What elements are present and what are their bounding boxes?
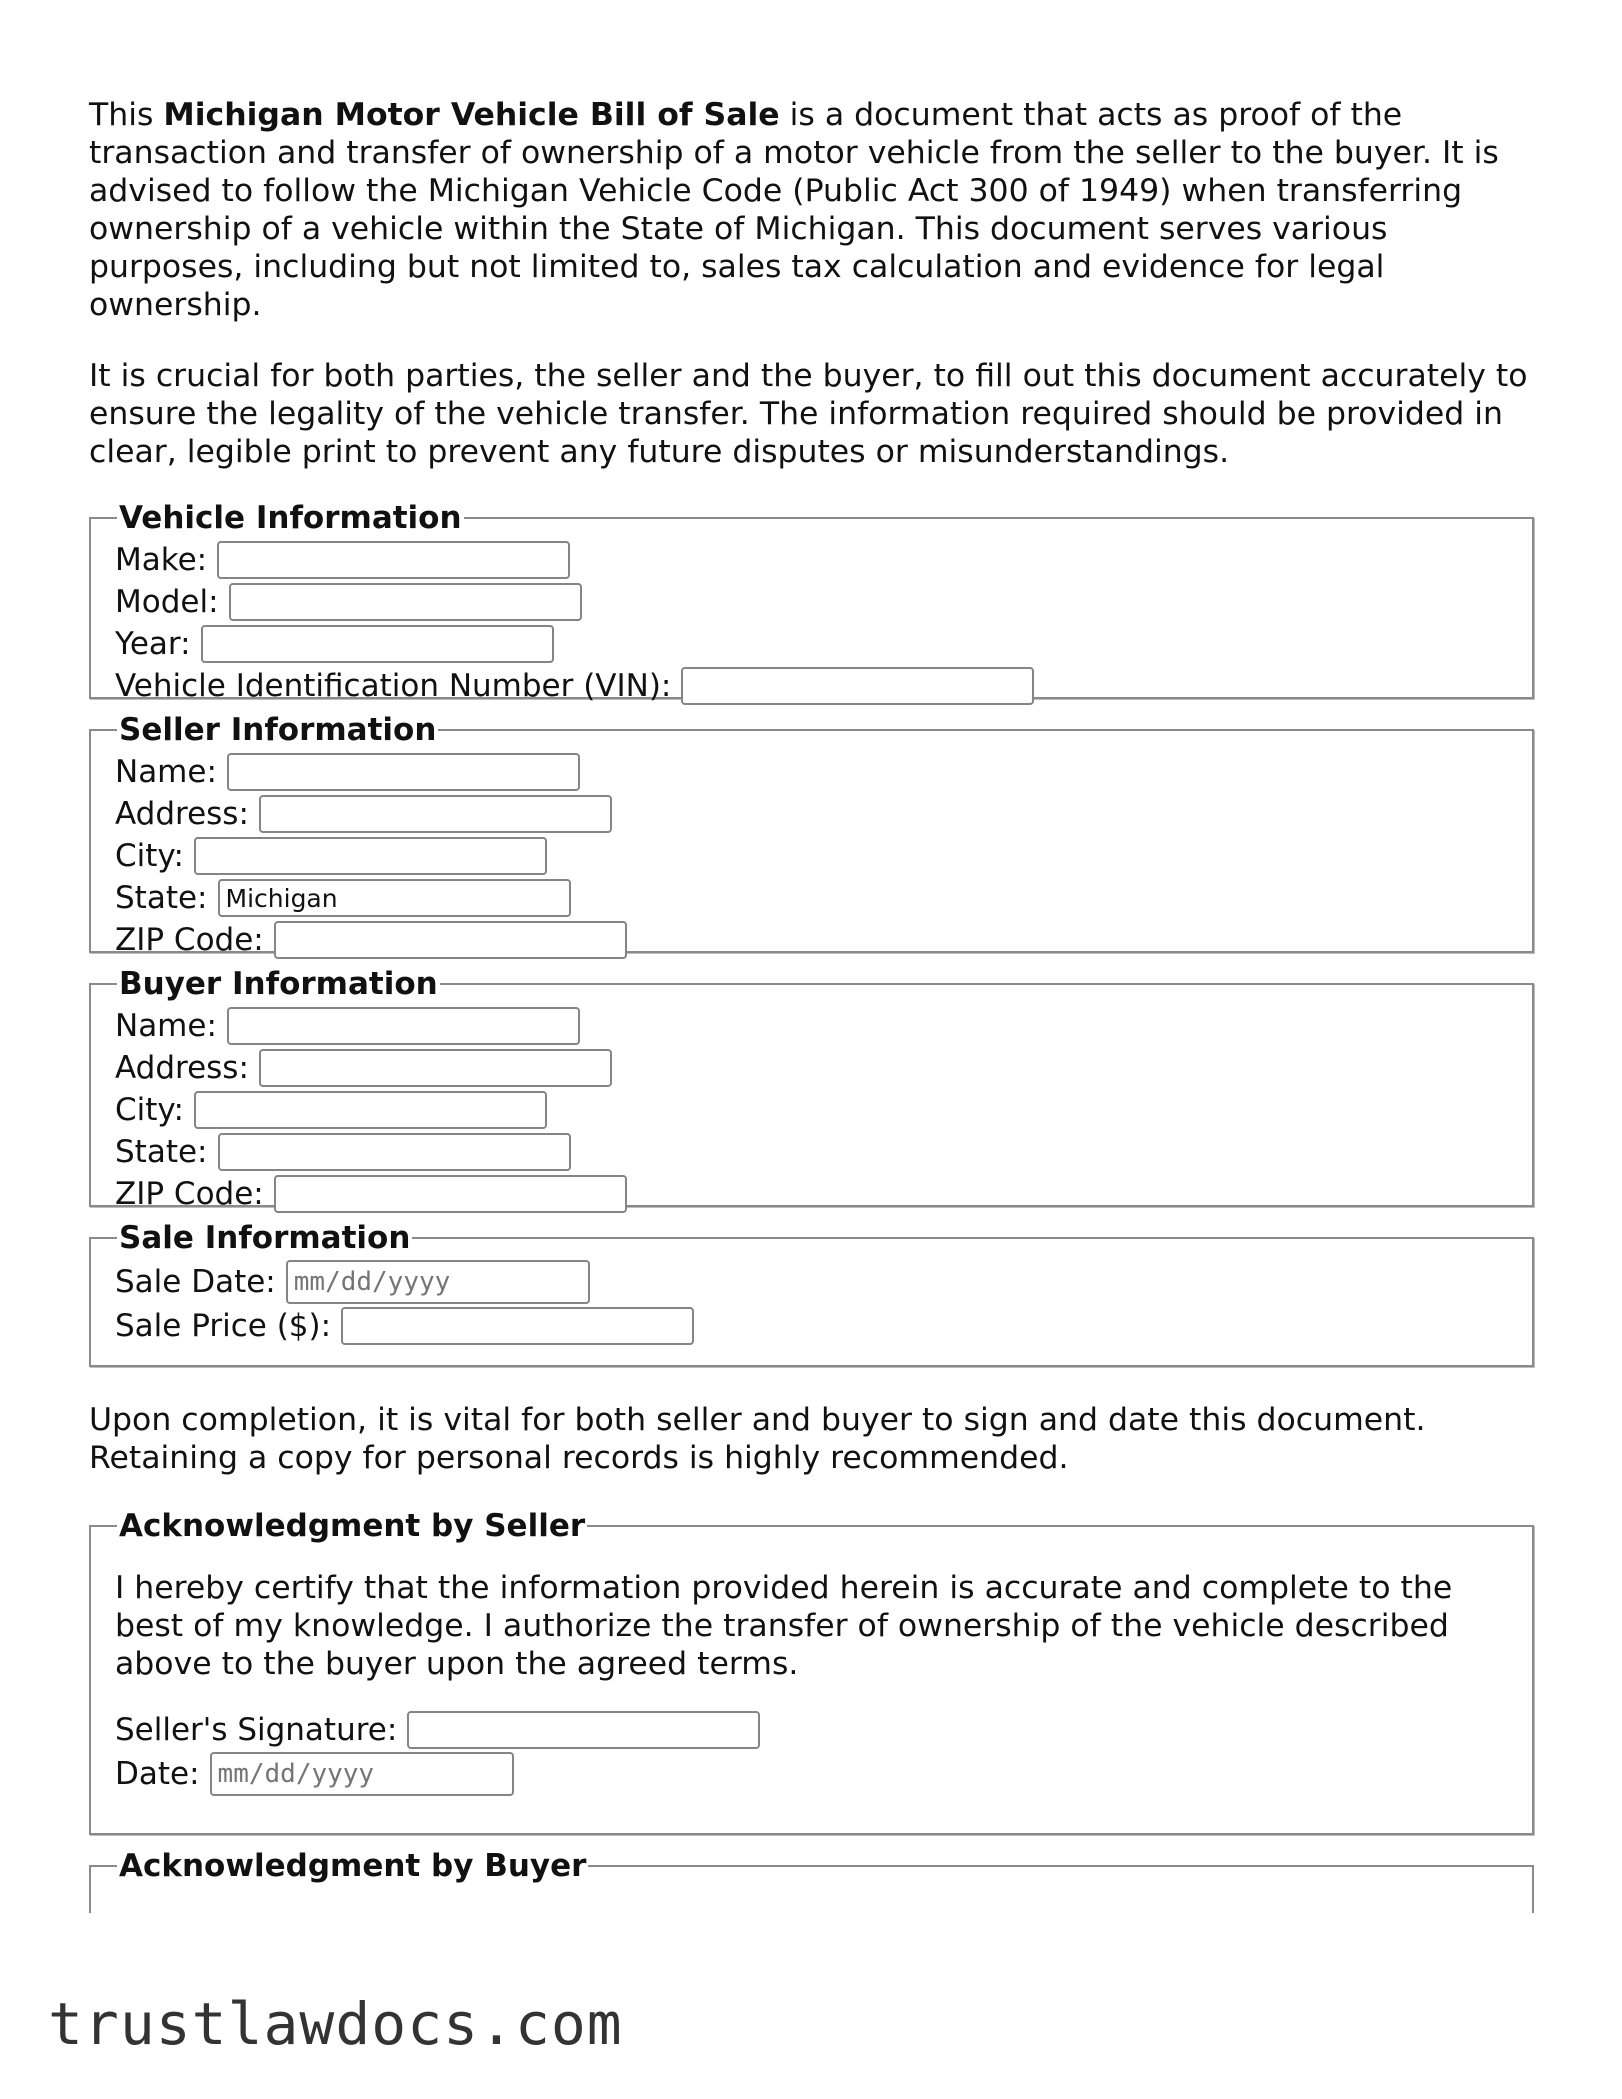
document-title: Michigan Motor Vehicle Bill of Sale [163,97,780,133]
buyer-acknowledgment-legend: Acknowledgment by Buyer [119,1848,587,1884]
seller-city-row [115,835,1512,877]
bill-of-sale-document [89,96,1534,1913]
seller-state-input[interactable] [218,879,571,917]
buyer-name-input[interactable] [227,1007,580,1045]
seller-date-row [115,1751,1512,1797]
buyer-state-row [115,1131,1512,1173]
intro-rest: is a document that acts as proof of the transaction and transfer of ownership of a motor vehicle from the seller to the buyer. It is advised to follow the Michigan Vehicle Code (Public Act 300 of 1949) when transferring ownership of a vehicle within the State of Michigan. This document serves various purposes, including but not limited to, sales tax calculation and evidence for legal ownership. [89,97,1499,323]
year-row [115,623,1512,665]
buyer-information-legend: Buyer Information [119,966,438,1002]
buyer-address-row [115,1047,1512,1089]
buyer-zip-input[interactable] [274,1175,627,1213]
seller-certification-text: I hereby certify that the information provided herein is accurate and complete to the best of my knowledge. I authorize the transfer of ownership of the vehicle described above to the buyer upon the agreed terms. [115,1570,1453,1682]
seller-information-section [89,712,1534,958]
seller-state-row [115,877,1512,919]
buyer-state-input[interactable] [218,1133,571,1171]
make-label: Make: [115,542,208,578]
model-label: Model: [115,584,219,620]
seller-zip-input[interactable] [274,921,627,959]
seller-signature-input[interactable] [407,1711,760,1749]
sale-information-legend: Sale Information [119,1220,411,1256]
buyer-acknowledgment-section [89,1849,1534,1913]
buyer-information-section [89,966,1534,1212]
sale-information-section [89,1221,1534,1367]
buyer-city-input[interactable] [194,1091,547,1129]
buyer-name-label: Name: [115,1008,217,1044]
seller-acknowledgment-section [89,1509,1534,1835]
vehicle-information-legend: Vehicle Information [119,500,462,536]
seller-name-label: Name: [115,754,217,790]
seller-city-input[interactable] [194,837,547,875]
seller-address-label: Address: [115,796,249,832]
year-label: Year: [115,626,191,662]
buyer-city-row [115,1089,1512,1131]
sale-price-input[interactable] [341,1307,694,1345]
sale-date-input[interactable] [286,1260,590,1304]
seller-name-input[interactable] [227,753,580,791]
seller-information-legend: Seller Information [119,712,437,748]
buyer-zip-row [115,1173,1512,1215]
model-input[interactable] [229,583,582,621]
seller-signature-label: Seller's Signature: [115,1712,398,1748]
buyer-city-label: City: [115,1092,184,1128]
vehicle-information-section [89,500,1534,704]
make-row [115,539,1512,581]
seller-zip-row [115,919,1512,961]
seller-address-row [115,793,1512,835]
model-row [115,581,1512,623]
watermark: trustlawdocs.com [48,1990,623,2058]
seller-zip-label: ZIP Code: [115,922,264,958]
seller-state-label: State: [115,880,208,916]
buyer-zip-label: ZIP Code: [115,1176,264,1212]
seller-name-row [115,751,1512,793]
sale-price-row [115,1305,1512,1347]
buyer-state-label: State: [115,1134,208,1170]
sale-date-label: Sale Date: [115,1264,276,1300]
buyer-address-label: Address: [115,1050,249,1086]
intro-paragraph-2: It is crucial for both parties, the seller and the buyer, to fill out this document accurately to ensure the legality of the vehicle transfer. The information required should be provided in clear, legible print to prevent any future disputes or misunderstandings. [89,358,1528,470]
seller-signature-row [115,1709,1512,1751]
vin-row [115,665,1512,707]
vin-label: Vehicle Identification Number (VIN): [115,668,672,704]
seller-acknowledgment-legend: Acknowledgment by Seller [119,1508,586,1544]
seller-date-input[interactable] [210,1752,514,1796]
completion-paragraph: Upon completion, it is vital for both seller and buyer to sign and date this document. Retaining a copy for personal records is highly recommended. [89,1402,1426,1476]
buyer-address-input[interactable] [259,1049,612,1087]
vin-input[interactable] [681,667,1034,705]
make-input[interactable] [217,541,570,579]
intro-paragraph-1 [89,96,1534,324]
buyer-name-row [115,1005,1512,1047]
seller-date-label: Date: [115,1756,200,1792]
seller-address-input[interactable] [259,795,612,833]
year-input[interactable] [201,625,554,663]
intro-prefix: This [89,97,164,133]
seller-city-label: City: [115,838,184,874]
sale-date-row [115,1259,1512,1305]
sale-price-label: Sale Price ($): [115,1308,332,1344]
